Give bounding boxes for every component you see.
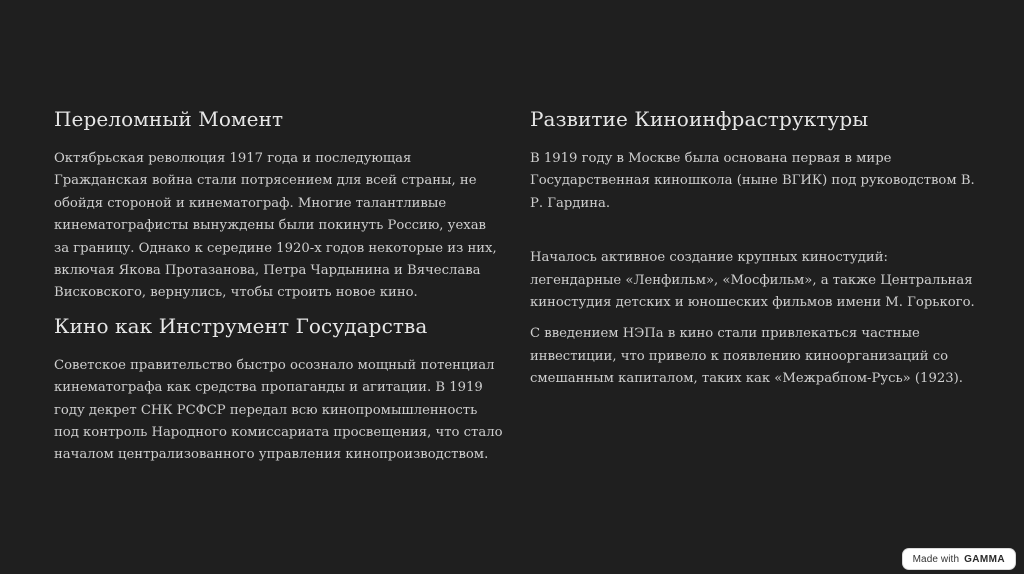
badge-prefix: Made with (912, 553, 960, 565)
section-text-state-tool: Советское правительство быстро осознало мощный потенциал кинематографа как средства пропаганды и агитации. В 1919 году декрет СНК РСФСР передал всю кинопромышленность под контроль Народного комиссариата просвещения, что стало началом централизованного управления кинопроизводством. (54, 357, 503, 463)
section-text-turning-point: Октябрьская революция 1917 года и последующая Гражданская война стали потрясением для всей страны, не обойдя стороной и кинематограф. Многие талантливые кинематографисты вынуждены были покинуть Россию, уехав за границу. Однако к середине 1920-х годов некоторые из них, включая Якова Протазанова, Петра Чардынина и Вячеслава Висковского, вернулись, чтобы строить новое кино. (54, 151, 497, 301)
infrastructure-paragraph-studios: Началось активное создание крупных киностудий: легендарные «Ленфильм», «Мосфильм», а также Центральная киностудия детских и юношеских фильмов имени М. Горького. (530, 250, 975, 311)
gamma-logo: GAMMA (964, 553, 1005, 565)
infrastructure-paragraph-nep: С введением НЭПа в кино стали привлекаться частные инвестиции, что привело к появлению кинoорганизаций со смешанным капиталом, таких как «Межрабпом-Русь» (1923). (530, 326, 963, 387)
section-heading-turning-point: Переломный Момент (54, 107, 284, 131)
left-column (54, 104, 504, 467)
right-column (530, 104, 982, 391)
made-with-gamma-badge[interactable] (903, 549, 1015, 569)
section-heading-state-tool: Кино как Инструмент Государства (54, 313, 428, 338)
section-heading-infrastructure: Развитие Киноинфраструктуры (530, 107, 869, 131)
infrastructure-paragraph-film-school: В 1919 году в Москве была основана первая в мире Государственная киношкола (ныне ВГИК) под руководством В. Р. Гардина. (530, 151, 975, 211)
